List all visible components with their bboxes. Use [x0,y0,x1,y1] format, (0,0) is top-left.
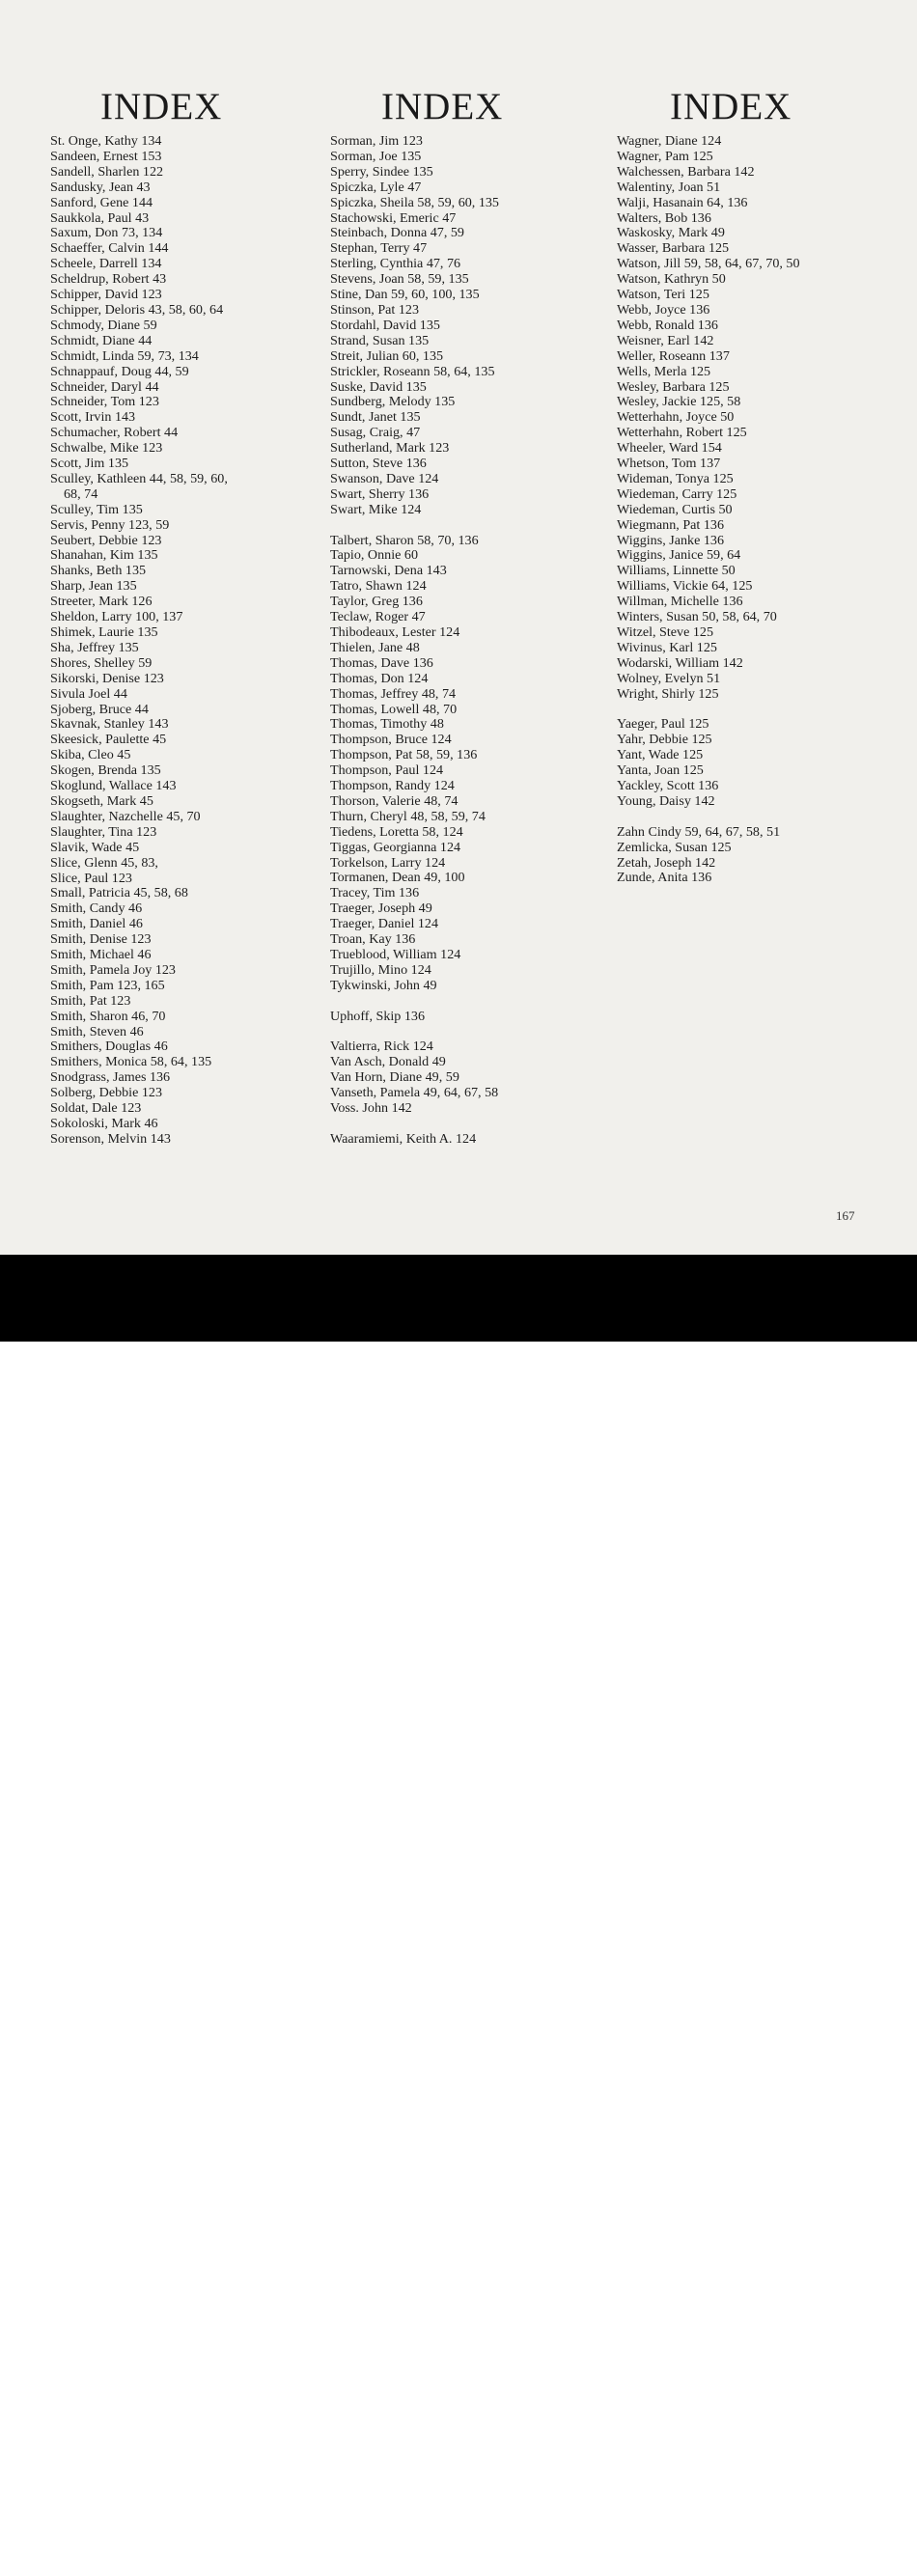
index-entry: Wetterhahn, Joyce 50 [617,409,735,426]
index-entry: Thompson, Randy 124 [330,778,455,794]
index-entry: Skeesick, Paulette 45 [50,732,167,748]
index-entry: Sandell, Sharlen 122 [50,163,164,180]
index-entry: Zahn Cindy 59, 64, 67, 58, 51 [617,823,781,840]
watermark-site: www.alamy.com [766,2560,871,2576]
index-entry: Smith, Steven 46 [50,1023,144,1039]
watermark-logo: alamy [21,2526,155,2575]
index-entry: Yant, Wade 125 [617,747,704,763]
index-entry: Sanford, Gene 144 [50,194,153,210]
index-entry: Uphoff, Skip 136 [330,1008,426,1024]
index-gap [617,810,800,825]
index-entry: Schwalbe, Mike 123 [50,440,163,457]
page-number: 167 [836,1208,855,1223]
index-entry: Strickler, Roseann 58, 64, 135 [330,363,495,379]
index-entry: Saukkola, Paul 43 [50,209,150,226]
index-entry: Thibodeaux, Lester 124 [330,623,460,640]
index-entry: Spiczka, Sheila 58, 59, 60, 135 [330,194,499,210]
index-entry: Torkelson, Larry 124 [330,854,446,871]
index-entry: Zunde, Anita 136 [617,870,712,886]
index-entry: Sorman, Jim 123 [330,133,423,149]
index-entry: Vanseth, Pamela 49, 64, 67, 58 [330,1085,499,1101]
index-entry: Skoglund, Wallace 143 [50,778,177,794]
index-entry: Shimek, Laurie 135 [50,624,158,640]
index-entry: Slice, Paul 123 [50,870,132,886]
index-entry: Sutton, Steve 136 [330,456,427,472]
index-entry: Sorman, Joe 135 [330,148,422,164]
index-gap [330,1025,499,1040]
index-entry: Susag, Craig, 47 [330,425,421,441]
index-entry: Smith, Pamela Joy 123 [50,961,176,978]
index-entry: Wasser, Barbara 125 [617,240,730,257]
index-entry: Thompson, Bruce 124 [330,732,452,748]
index-entry: Thomas, Timothy 48 [330,716,444,733]
index-entry: Talbert, Sharon 58, 70, 136 [330,532,479,548]
index-entry: Stevens, Joan 58, 59, 135 [330,271,469,288]
index-entry: Tykwinski, John 49 [330,977,437,993]
index-entry: Thompson, Pat 58, 59, 136 [330,747,478,763]
index-entry: Wetterhahn, Robert 125 [617,425,747,441]
index-entry: Sharp, Jean 135 [50,578,137,595]
index-entry: Slaughter, Nazchelle 45, 70 [50,808,201,824]
index-entry: Voss. John 142 [330,1100,412,1117]
index-entry: Williams, Vickie 64, 125 [617,578,753,595]
index-entry: Swanson, Dave 124 [330,470,439,486]
index-entry: Schumacher, Robert 44 [50,425,179,441]
index-entry: Wodarski, William 142 [617,654,743,671]
index-entry: Yackley, Scott 136 [617,778,719,794]
index-entry: Watson, Jill 59, 58, 64, 67, 70, 50 [617,256,800,272]
index-entry: Stephan, Terry 47 [330,240,428,257]
index-gap [330,518,499,534]
index-entry: Slavik, Wade 45 [50,839,140,855]
index-entry: Smith, Pam 123, 165 [50,977,165,993]
index-entry: Tracey, Tim 136 [330,885,420,901]
index-entry: Taylor, Greg 136 [330,594,423,610]
index-entry: Wiggins, Janke 136 [617,532,724,548]
index-entry: Sculley, Kathleen 44, 58, 59, 60, [50,470,228,486]
index-gap [330,994,499,1010]
index-entry: Yanta, Joan 125 [617,762,704,779]
index-entry: Wolney, Evelyn 51 [617,670,721,686]
index-entry: Thurn, Cheryl 48, 58, 59, 74 [330,808,486,824]
index-entry: Snodgrass, James 136 [50,1069,171,1086]
index-entry: Small, Patricia 45, 58, 68 [50,885,188,901]
index-entry: Tatro, Shawn 124 [330,578,427,595]
index-entry: Webb, Ronald 136 [617,317,718,333]
index-entry: Schmody, Diane 59 [50,317,157,333]
index-entry: Young, Daisy 142 [617,792,715,809]
index-entry: Sterling, Cynthia 47, 76 [330,256,461,272]
index-entry: Skiba, Cleo 45 [50,747,131,763]
watermark-banner [0,1255,917,2576]
index-entry: Smith, Candy 46 [50,900,143,917]
index-entry: Sculley, Tim 135 [50,501,143,517]
index-entry: Streit, Julian 60, 135 [330,347,444,364]
index-entry: Waaramiemi, Keith A. 124 [330,1130,477,1147]
index-entry: Wiedeman, Curtis 50 [617,501,733,517]
index-entry: Traeger, Joseph 49 [330,900,432,917]
index-entry: Williams, Linnette 50 [617,563,736,579]
index-entry: Whetson, Tom 137 [617,456,721,472]
index-column-2 [330,134,499,1148]
index-entry: Tapio, Onnie 60 [330,547,418,564]
index-entry: Traeger, Daniel 124 [330,916,439,932]
index-entry: Slaughter, Tina 123 [50,823,157,840]
index-entry: Wiggins, Janice 59, 64 [617,547,741,564]
index-entry: Yahr, Debbie 125 [617,732,712,748]
index-entry: Slice, Glenn 45, 83, [50,854,158,871]
index-entry: Thomas, Don 124 [330,670,429,686]
index-entry: Shores, Shelley 59 [50,654,153,671]
index-entry: Sivula Joel 44 [50,685,127,702]
index-entry: Sandeen, Ernest 153 [50,148,162,164]
index-entry: Solberg, Debbie 123 [50,1085,162,1101]
index-entry: Schnappauf, Doug 44, 59 [50,363,189,379]
index-entry: Streeter, Mark 126 [50,594,153,610]
index-entry: Walentiny, Joan 51 [617,179,721,195]
index-entry: Trueblood, William 124 [330,947,461,963]
index-entry: Saxum, Don 73, 134 [50,225,163,241]
index-entry: Schipper, Deloris 43, 58, 60, 64 [50,301,224,318]
index-entry: Thielen, Jane 48 [330,639,420,655]
index-entry: Wideman, Tonya 125 [617,470,734,486]
index-entry: Schipper, David 123 [50,287,162,303]
index-entry: Watson, Teri 125 [617,287,709,303]
index-heading-2: INDEX [381,86,504,127]
index-entry: Smith, Michael 46 [50,947,152,963]
index-entry: Strand, Susan 135 [330,332,430,348]
index-entry: Swart, Sherry 136 [330,485,430,502]
index-entry: Scheldrup, Robert 43 [50,271,167,288]
index-entry: Wesley, Barbara 125 [617,378,730,395]
index-page [0,0,917,1255]
index-entry: Van Asch, Donald 49 [330,1054,446,1070]
index-entry: Weller, Roseann 137 [617,347,730,364]
index-entry: Watson, Kathryn 50 [617,271,726,288]
index-entry: Winters, Susan 50, 58, 64, 70 [617,609,777,625]
index-entry: Wagner, Pam 125 [617,148,713,164]
index-entry: Scott, Jim 135 [50,456,129,472]
index-gap [617,703,800,718]
index-entry: Trujillo, Mino 124 [330,961,431,978]
index-entry: Wesley, Jackie 125, 58 [617,394,741,410]
index-entry: Van Horn, Diane 49, 59 [330,1069,459,1086]
index-entry: Smithers, Douglas 46 [50,1039,168,1055]
index-entry: Sperry, Sindee 135 [330,163,433,180]
index-entry: Sundberg, Melody 135 [330,394,456,410]
index-entry: Skogen, Brenda 135 [50,762,161,779]
index-entry: St. Onge, Kathy 134 [50,133,162,149]
index-entry: Stordahl, David 135 [330,317,440,333]
index-entry: Wiedeman, Carry 125 [617,485,737,502]
index-entry: Schneider, Daryl 44 [50,378,159,395]
index-entry: Schmidt, Diane 44 [50,332,153,348]
index-entry: Stine, Dan 59, 60, 100, 135 [330,287,480,303]
index-entry: Soldat, Dale 123 [50,1100,142,1117]
index-entry: Wheeler, Ward 154 [617,440,722,457]
index-entry: Troan, Kay 136 [330,931,416,948]
index-entry: Smith, Daniel 46 [50,916,143,932]
index-entry: Sheldon, Larry 100, 137 [50,609,183,625]
index-entry: Tiggas, Georgianna 124 [330,839,461,855]
index-entry: Sundt, Janet 135 [330,409,421,426]
index-entry: Webb, Joyce 136 [617,301,710,318]
index-entry: Valtierra, Rick 124 [330,1039,433,1055]
index-entry: Tiedens, Loretta 58, 124 [330,823,463,840]
index-gap [330,1117,499,1132]
index-entry: Sokoloski, Mark 46 [50,1116,158,1131]
index-entry: Stachowski, Emeric 47 [330,209,457,226]
index-entry: Tarnowski, Dena 143 [330,563,447,579]
index-entry: 68, 74 [64,485,98,502]
index-entry: Smith, Sharon 46, 70 [50,1008,166,1024]
index-entry: Smith, Pat 123 [50,992,131,1009]
index-entry: Seubert, Debbie 123 [50,532,162,548]
index-entry: Walters, Bob 136 [617,209,711,226]
index-entry: Thorson, Valerie 48, 74 [330,792,458,809]
index-entry: Shanks, Beth 135 [50,563,147,579]
index-entry: Smithers, Monica 58, 64, 135 [50,1054,212,1070]
index-entry: Zetah, Joseph 142 [617,854,716,871]
index-entry: Smith, Denise 123 [50,931,152,948]
index-entry: Steinbach, Donna 47, 59 [330,225,464,241]
index-entry: Witzel, Steve 125 [617,624,714,640]
index-entry: Wright, Shirly 125 [617,685,719,702]
index-entry: Skogseth, Mark 45 [50,792,153,809]
index-entry: Sikorski, Denise 123 [50,670,164,686]
index-entry: Sutherland, Mark 123 [330,440,450,457]
index-entry: Shanahan, Kim 135 [50,547,158,564]
index-entry: Tormanen, Dean 49, 100 [330,870,465,886]
index-entry: Stinson, Pat 123 [330,301,420,318]
index-entry: Willman, Michelle 136 [617,594,743,610]
index-entry: Thomas, Lowell 48, 70 [330,701,458,717]
index-column-1 [50,134,228,1148]
index-entry: Zemlicka, Susan 125 [617,839,732,855]
index-entry: Schmidt, Linda 59, 73, 134 [50,347,199,364]
index-entry: Sjoberg, Bruce 44 [50,701,149,717]
index-entry: Swart, Mike 124 [330,501,422,517]
index-entry: Teclaw, Roger 47 [330,609,426,625]
watermark-image-id: 3AKFT62 [785,2534,847,2551]
index-entry: Thomas, Jeffrey 48, 74 [330,685,457,702]
index-entry: Weisner, Earl 142 [617,332,714,348]
index-entry: Servis, Penny 123, 59 [50,516,170,533]
index-entry: Spiczka, Lyle 47 [330,179,422,195]
index-entry: Sorenson, Melvin 143 [50,1130,171,1147]
index-heading-1: INDEX [100,86,223,127]
index-entry: Skavnak, Stanley 143 [50,716,169,733]
index-entry: Wells, Merla 125 [617,363,711,379]
index-entry: Schneider, Tom 123 [50,394,159,410]
index-entry: Sha, Jeffrey 135 [50,639,139,655]
index-entry: Sandusky, Jean 43 [50,179,151,195]
index-entry: Wiegmann, Pat 136 [617,516,724,533]
index-entry: Wagner, Diane 124 [617,133,722,149]
index-column-3 [617,134,800,886]
index-entry: Walji, Hasanain 64, 136 [617,194,748,210]
index-entry: Thomas, Dave 136 [330,654,433,671]
index-entry: Walchessen, Barbara 142 [617,163,755,180]
index-entry: Waskosky, Mark 49 [617,225,725,241]
index-entry: Scott, Irvin 143 [50,409,136,426]
index-heading-3: INDEX [670,86,792,127]
index-entry: Scheele, Darrell 134 [50,256,162,272]
index-entry: Wivinus, Karl 125 [617,639,717,655]
index-entry: Schaeffer, Calvin 144 [50,240,169,257]
index-entry: Yaeger, Paul 125 [617,716,709,733]
index-entry: Thompson, Paul 124 [330,762,444,779]
index-entry: Suske, David 135 [330,378,427,395]
